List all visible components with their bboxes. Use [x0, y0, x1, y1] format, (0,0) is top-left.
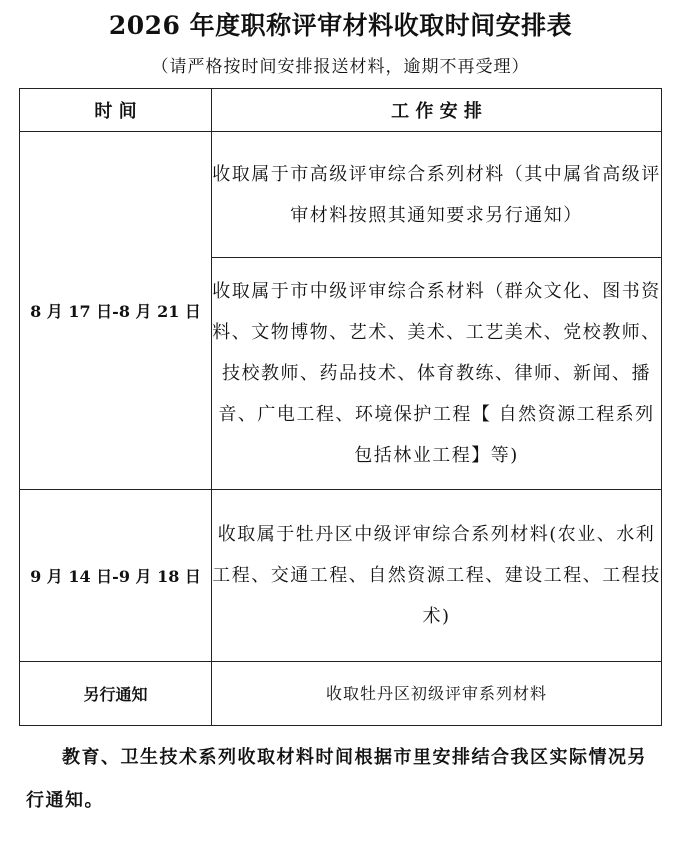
work-cell: 收取属于市中级评审综合系材料（群众文化、图书资料、文物博物、艺术、美术、工艺美术、党校教师、技校教师、药品技术、体育教练、律师、新闻、播音、广电工程、环境保护工程【 自然资源工程系列包括林业工程】等): [212, 258, 662, 490]
table-row: [20, 132, 662, 258]
header-time: 时 间: [20, 89, 212, 132]
work-cell: 收取牡丹区初级评审系列材料: [212, 662, 662, 726]
table-row: [20, 490, 662, 662]
header-work: 工 作 安 排: [212, 89, 662, 132]
table-row: [20, 662, 662, 726]
time-cell: 另行通知: [20, 662, 212, 726]
document-title: 2026 年度职称评审材料收取时间安排表: [108, 11, 573, 40]
work-cell: 收取属于市高级评审综合系列材料（其中属省高级评审材料按照其通知要求另行通知）: [212, 132, 662, 258]
document-subtitle: （请严格按时间安排报送材料，逾期不再受理）: [151, 57, 530, 77]
schedule-table: [19, 88, 662, 726]
footnote-paragraph: 教育、卫生技术系列收取材料时间根据市里安排结合我区实际情况另行通知。: [26, 747, 647, 811]
work-cell: 收取属于牡丹区中级评审综合系列材料(农业、水利工程、交通工程、自然资源工程、建设工程、工程技术): [212, 490, 662, 662]
time-cell: 9 月 14 日-9 月 18 日: [20, 490, 212, 662]
time-cell: 8 月 17 日-8 月 21 日: [20, 132, 212, 490]
table-header-row: [20, 89, 662, 132]
